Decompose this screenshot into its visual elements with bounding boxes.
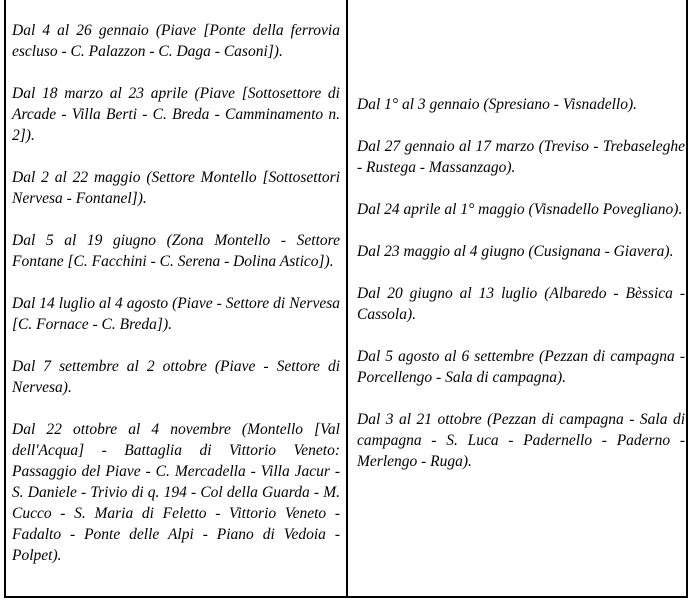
front-entry-3: Dal 2 al 22 maggio (Settore Montello [Sottosettori Nervesa - Fontanel]). xyxy=(12,169,340,207)
front-entry-7: Dal 22 ottobre al 4 novembre (Montello [Val dell'Acqua] - Battaglia di Vittorio Veneto: Passaggio del Piave - C. Mercadella - Villa Jacur - S. Daniele - Trivio di q. 194 - Col della Guarda - M. Cucco - S. Maria di Feletto - Vittorio Veneto - Fadalto - Ponte delle Alpi - Piano di Vedoia - Polpet). xyxy=(12,421,340,564)
rest-period-column xyxy=(357,0,685,493)
front-entry-5: Dal 14 luglio al 4 agosto (Piave - Settore di Nervesa [C. Fornace - C. Breda]). xyxy=(12,295,340,333)
rest-entry-3: Dal 24 aprile al 1° maggio (Visnadello Povegliano). xyxy=(357,201,683,218)
front-entry-1: Dal 4 al 26 gennaio (Piave [Ponte della ferrovia escluso - C. Palazzon - C. Daga - Casoni]). xyxy=(12,22,340,60)
rest-entry-2: Dal 27 gennaio al 17 marzo (Treviso - Trebaseleghe - Rustega - Massanzago). xyxy=(357,138,685,176)
front-entry-2: Dal 18 marzo al 23 aprile (Piave [Sottosettore di Arcade - Villa Berti - C. Breda - Camminamento n. 2]). xyxy=(12,85,340,144)
column-divider xyxy=(346,0,348,598)
rest-entry-1: Dal 1° al 3 gennaio (Spresiano - Visnadello). xyxy=(357,96,637,113)
front-entry-6: Dal 7 settembre al 2 ottobre (Piave - Settore di Nervesa). xyxy=(12,358,340,396)
rest-entry-7: Dal 3 al 21 ottobre (Pezzan di campagna - Sala di campagna - S. Luca - Padernello - Paderno - Merlengo - Ruga). xyxy=(357,411,685,470)
front-line-column xyxy=(12,0,340,587)
rest-entry-5: Dal 20 giugno al 13 luglio (Albaredo - Bèssica - Cassola). xyxy=(357,285,685,323)
rest-entry-6: Dal 5 agosto al 6 settembre (Pezzan di campagna - Porcellengo - Sala di campagna). xyxy=(357,348,685,386)
rest-entry-4: Dal 23 maggio al 4 giugno (Cusignana - Giavera). xyxy=(357,243,674,260)
front-entry-4: Dal 5 al 19 giugno (Zona Montello - Settore Fontane [C. Facchini - C. Serena - Dolina Astico]). xyxy=(12,232,340,270)
